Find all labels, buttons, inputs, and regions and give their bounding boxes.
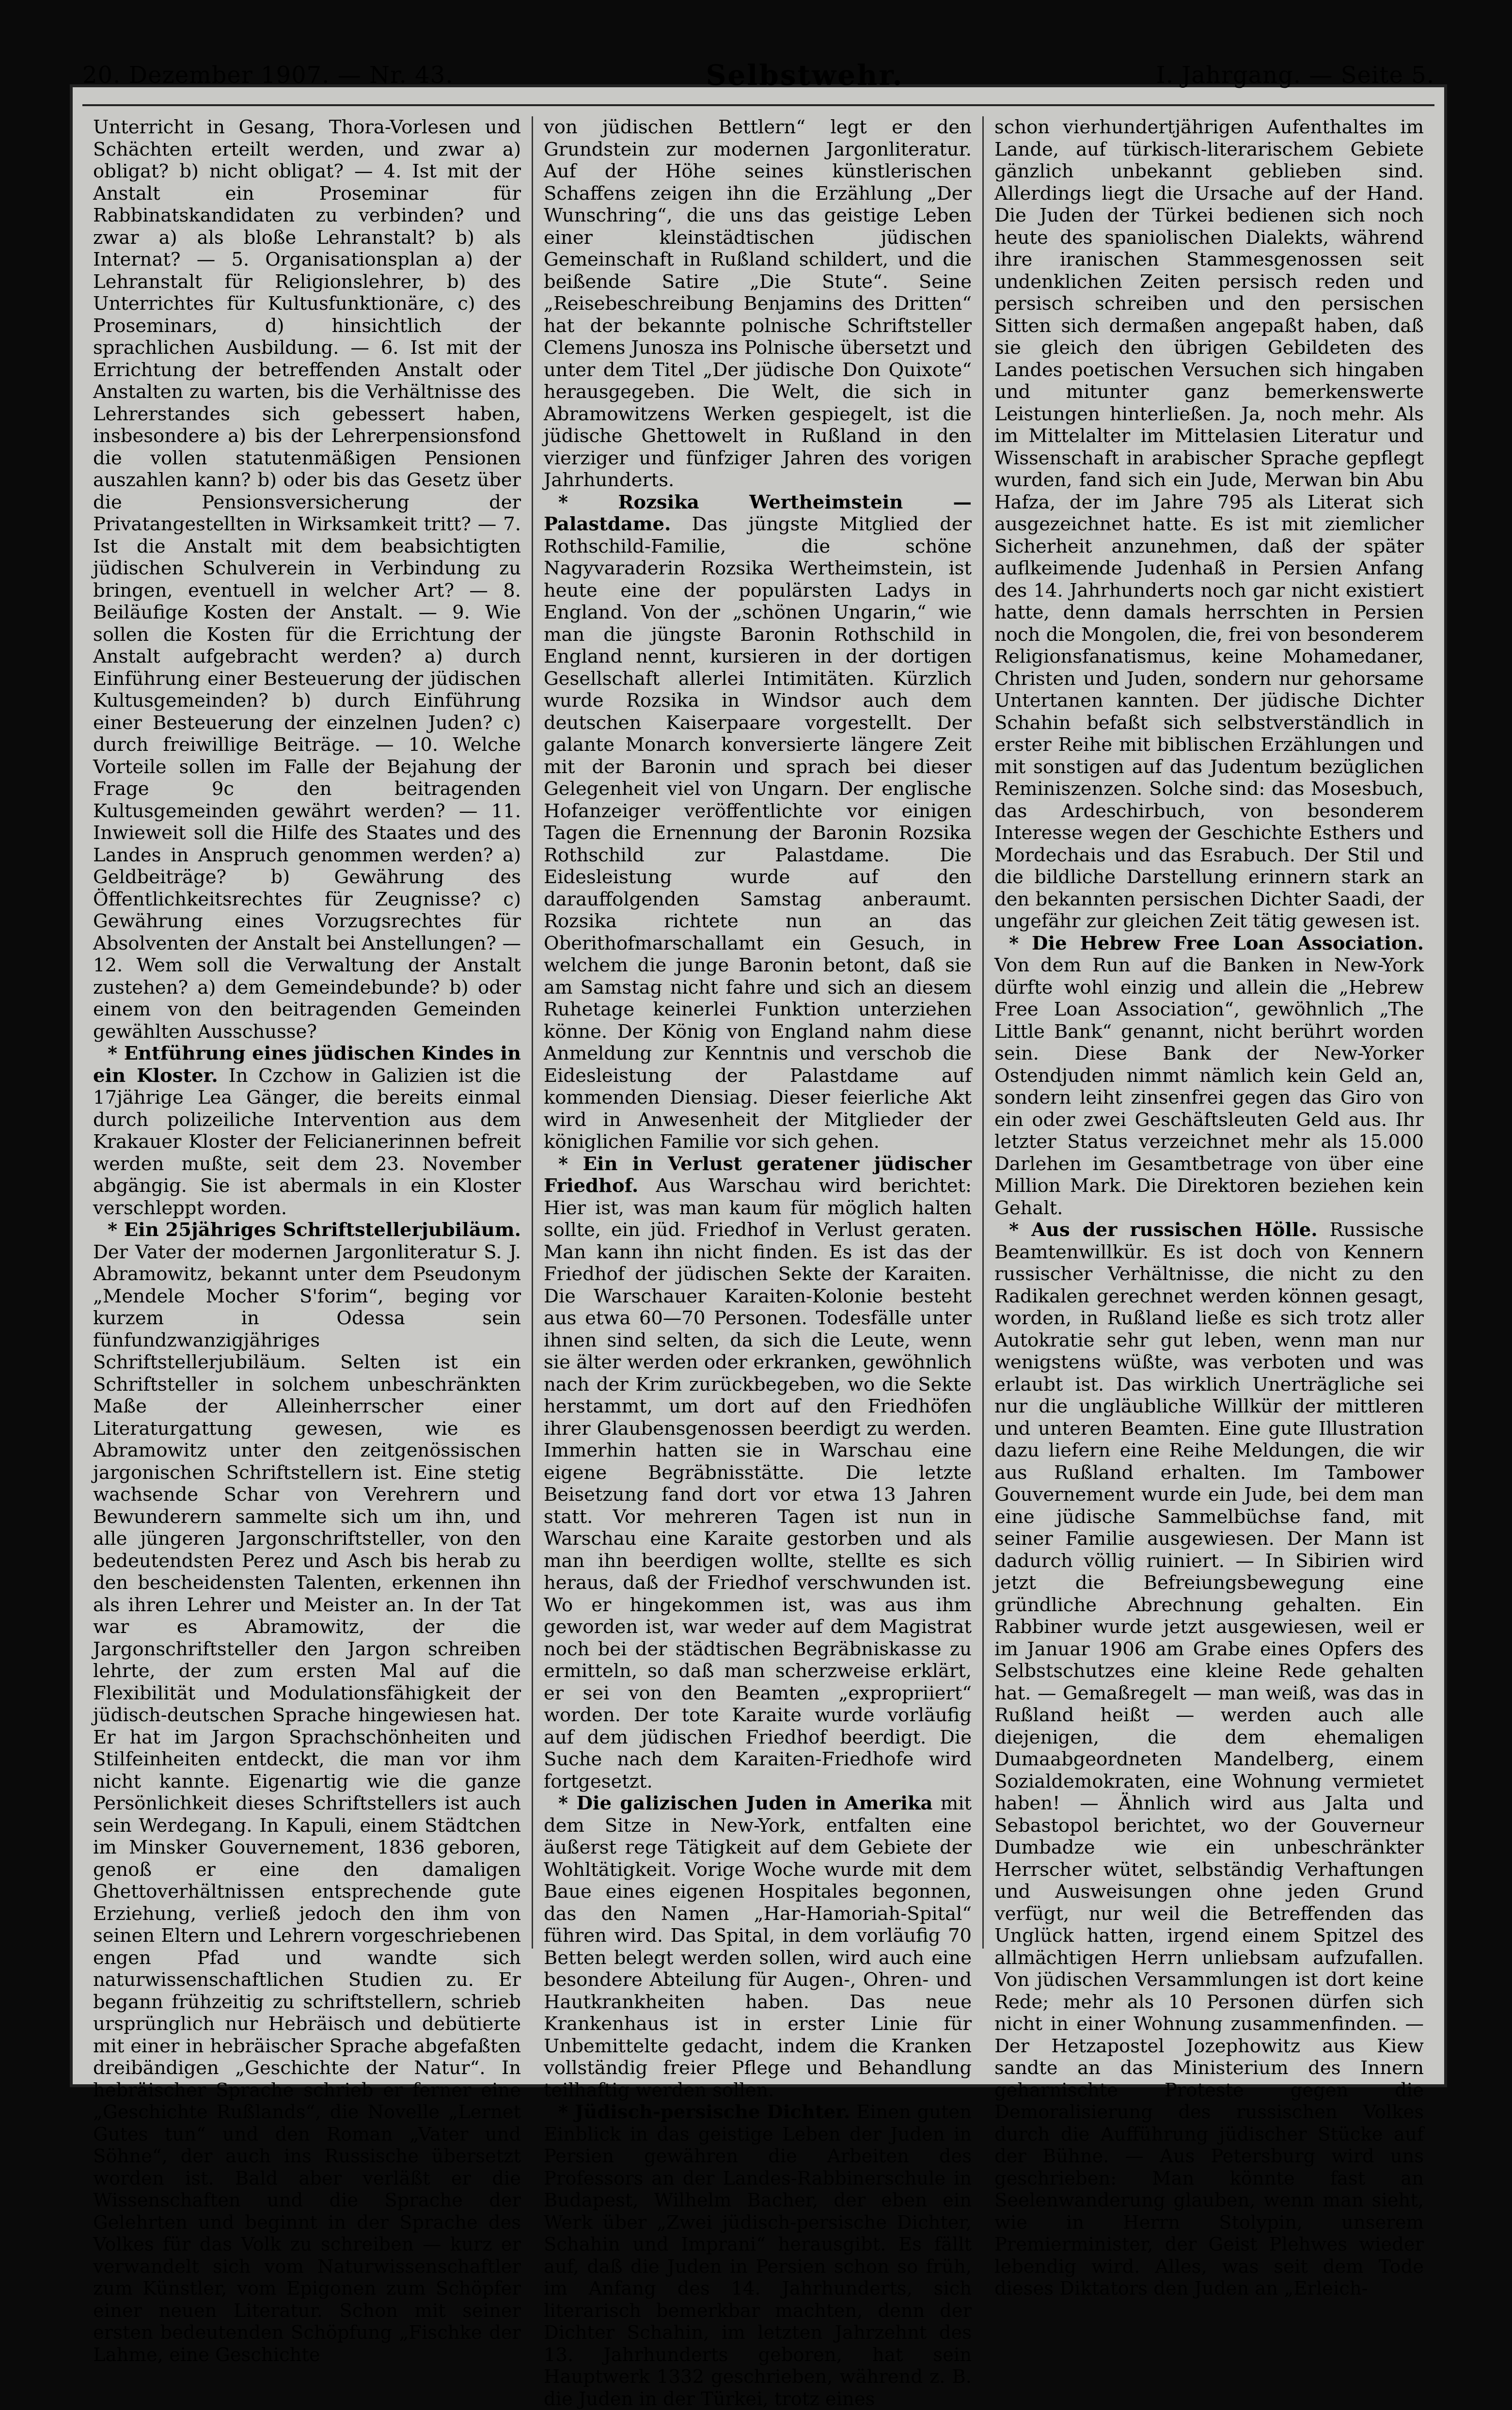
masthead-title: Selbstwehr.: [706, 59, 904, 92]
header-date-issue: 20. Dezember 1907. — Nr. 43.: [82, 62, 454, 89]
article-columns: [82, 116, 1434, 2410]
article-paragraph: [93, 1219, 521, 2366]
article-headline: * Rozsika Wertheimstein — Palastdame.: [544, 491, 972, 535]
article-text: Das jüngste Mitglied der Rothschild-Familie, die schöne Nagyvaraderin Rozsika Wertheimstein, ist heute eine der populärsten Ladys in England. Von der „schönen Ungarin,“ wie man die jüngste Baronin Rothschild in England nennt, kursieren in der dortigen Gesellschaft allerlei Intimitäten. Kürzlich wurde Rozsika in Windsor auch dem deutschen Kaiserpaare vorgestellt. Der galante Monarch konversierte längere Zeit mit der Baronin und sprach bei dieser Gelegenheit viel von Ungarn. Der englische Hofanzeiger veröffentlichte vor einigen Tagen die Ernennung der Baronin Rozsika Rothschild zur Palastdame. Die Eidesleistung wurde auf den darauffolgenden Samstag anberaumt. Rozsika richtete nun an das Oberithofmarschallamt ein Gesuch, in welchem die junge Baronin betont, daß sie am Samstag nicht fahre und sich an diesem Ruhetage keinerlei Funktion unterziehen könne. Der König von England nahm diese Anmeldung zur Kenntnis und verschob die Eidesleistung der Palastdame auf kommenden Diensiag. Dieser feierliche Akt wird in Anwesenheit der Mitglieder der königlichen Familie vor sich gehen.: [544, 513, 972, 1153]
article-headline: * Aus der russischen Hölle.: [1009, 1219, 1318, 1241]
article-paragraph: [994, 116, 1424, 933]
column-2: [533, 116, 984, 2410]
article-text: von jüdischen Bettlern“ legt er den Grundstein zur modernen Jargonliteratur. Auf der Höhe seines künstlerischen Schaffens zeigen ihn die Erzählung „Der Wunschring“, die uns das geistige Leben einer kleinstädtischen jüdischen Gemeinschaft in Rußland schildert, und die beißende Satire „Die Stute“. Seine „Reisebeschreibung Benjamins des Dritten“ hat der bekannte polnische Schriftsteller Clemens Junosza ins Polnische übersetzt und unter dem Titel „Der jüdische Don Quixote“ herausgegeben. Die Welt, die sich in Abramowitzens Werken gespiegelt, ist die jüdische Ghettowelt in Rußland in den vierziger und fünfziger Jahren des vorigen Jahrhunderts.: [544, 116, 972, 491]
article-text: Aus Warschau wird berichtet: Hier ist, was man kaum für möglich halten sollte, ein jüd. Friedhof in Verlust geraten. Man kann ihn nicht finden. Es ist das der Friedhof der jüdischen Sekte der Karaiten. Die Warschauer Karaiten-Kolonie besteht aus etwa 60—70 Personen. Todesfälle unter ihnen sind selten, da sich die Leute, wenn sie älter werden oder erkranken, gewöhnlich nach der Krim zurückbegeben, wo die Sekte herstammt, um dort auf den Friedhöfen ihrer Glaubensgenossen beerdigt zu werden. Immerhin hatten sie in Warschau eine eigene Begräbnisstätte. Die letzte Beisetzung fand dort vor etwa 13 Jahren statt. Vor mehreren Tagen ist nun in Warschau eine Karaite gestorben und als man ihn beerdigen wollte, stellte es sich heraus, daß der Friedhof verschwunden ist. Wo er hingekommen ist, was aus ihm geworden ist, war weder auf dem Magistrat noch bei der städtischen Begräbniskasse zu ermitteln, so daß man scherzweise erklärt, er sei von den Beamten „expropriiert“ worden. Der tote Karaite wurde vorläufig auf dem jüdischen Friedhof beerdigt. Die Suche nach dem Karaiten-Friedhofe wird fortgesetzt.: [544, 1175, 972, 1792]
page-header: [82, 46, 1434, 106]
article-paragraph: [544, 492, 972, 1153]
article-text: mit dem Sitze in New-York, entfalten eine äußerst rege Tätigkeit auf dem Gebiete der Wohltätigkeit. Vorige Woche wurde mit dem Baue eines eigenen Hospitales begonnen, das den Namen „Har-Hamoriah-Spital“ führen wird. Das Spital, in dem vorläufig 70 Betten belegt werden sollen, wird auch eine besondere Abteilung für Augen-, Ohren- und Hautkrankheiten haben. Das neue Krankenhaus ist in erster Linie für Unbemittelte gedacht, indem die Kranken vollständig freier Pflege und Behandlung teilhaftig werden sollen.: [544, 1792, 972, 2101]
article-headline: * Entführung eines jüdischen Kindes in ein Kloster.: [93, 1043, 521, 1087]
column-3: [984, 116, 1434, 2299]
article-text: Der Vater der modernen Jargonliteratur S. J. Abramowitz, bekannt unter dem Pseudonym „Mendele Mocher S'forim“, beging vor kurzem in Odessa sein fünfundzwanzigjähriges Schriftstellerjubiläum. Selten ist ein Schriftsteller in solchem unbeschränkten Maße der Alleinherrscher einer Literaturgattung gewesen, wie es Abramowitz unter den zeitgenössischen jargonischen Schriftstellern ist. Eine stetig wachsende Schar von Verehrern und Bewunderern sammelte sich um ihn, und alle jüngeren Jargonschriftsteller, von den bedeutendsten Perez und Asch bis herab zu den bescheidensten Talenten, erkennen ihn als ihren Lehrer und Meister an. In der Tat war es Abramowitz, der die Jargonschriftsteller den Jargon schreiben lehrte, der zum ersten Mal auf die Flexibilität und Modulationsfähigkeit der jüdisch-deutschen Sprache hingewiesen hat. Er hat im Jargon Sprachschönheiten und Stilfeinheiten entdeckt, die man vor ihm nicht kannte. Eigenartig wie die ganze Persönlichkeit dieses Schriftstellers ist auch sein Werdegang. In Kapuli, einem Städtchen im Minsker Gouvernement, 1836 geboren, genoß er eine den damaligen Ghettoverhältnissen entsprechende gute Erziehung, verließ jedoch den ihm von seinen Eltern und Lehrern vorgeschriebenen engen Pfad und wandte sich naturwissenschaftlichen Studien zu. Er begann frühzeitig zu schriftstellern, schrieb ursprünglich nur Hebräisch und debütierte mit einer in hebräischer Sprache abgefaßten dreibändigen „Geschichte der Natur“. In hebräischer Sprache schrieb er ferner eine „Geschichte Rußlands“, die Novelle „Lernet Gutes tun“ und den Roman „Vater und Söhne“, der auch ins Russische übersetzt worden ist. Bald aber verläßt er die Wissenschaften und die Sprache der Gelehrten und beginnt in der Sprache des Volkes für das Volk zu schreiben — kurz er verwandelt sich vom Naturwissenschaftler zum Künstler, vom Epigonen zum Schöpfer einer neuen Literatur. Schon mit seiner ersten bedeutenden Schöpfung „Fischke der Lahme, eine Geschichte: [93, 1241, 521, 2366]
article-text: Unterricht in Gesang, Thora-Vorlesen und Schächten erteilt werden, und zwar a) obligat? b) nicht obligat? — 4. Ist mit der Anstalt ein Proseminar für Rabbinatskandidaten zu verbinden? und zwar a) als bloße Lehranstalt? b) als Internat? — 5. Organisationsplan a) der Lehranstalt für Religionslehrer, b) des Unterrichtes für Kultusfunktionäre, c) des Proseminars, d) hinsichtlich der sprachlichen Ausbildung. — 6. Ist mit der Errichtung der betreffenden Anstalt oder Anstalten zu warten, bis die Verhältnisse des Lehrerstandes sich gebessert haben, insbesondere a) bis der Lehrerpensionsfond die vollen statutenmäßigen Pensionen auszahlen kann? b) oder bis das Gesetz über die Pensionsversicherung der Privatangestellten in Wirksamkeit tritt? — 7. Ist die Anstalt mit dem beabsichtigten jüdischen Schulverein in Verbindung zu bringen, eventuell in welcher Art? — 8. Beiläufige Kosten der Anstalt. — 9. Wie sollen die Kosten für die Errichtung der Anstalt aufgebracht werden? a) durch Einführung einer Besteuerung der jüdischen Kultusgemeinden? b) durch Einführung einer Besteuerung der einzelnen Juden? c) durch freiwillige Beiträge. — 10. Welche Vorteile sollen im Falle der Bejahung der Frage 9c den beitragenden Kultusgemeinden gewährt werden? — 11. Inwieweit soll die Hilfe des Staates und des Landes in Anspruch genommen werden? a) Geldbeiträge? b) Gewährung des Öffentlichkeitsrechtes für Zeugnisse? c) Gewährung eines Vorzugsrechtes für Absolventen der Anstalt bei Anstellungen? — 12. Wem soll die Verwaltung der Anstalt zustehen? a) dem Gemeindebunde? b) oder einem von den beitragenden Gemeinden gewählten Ausschusse?: [93, 116, 521, 1043]
article-paragraph: [544, 1153, 972, 1793]
header-volume-page: I. Jahrgang. — Seite 5.: [1156, 62, 1434, 89]
article-text: schon vierhundertjährigen Aufenthaltes im Lande, auf türkisch-literarischem Gebiete gänzlich unbekannt geblieben sind. Allerdings liegt die Ursache auf der Hand. Die Juden der Türkei bedienen sich noch heute des spaniolischen Dialekts, während ihre iranischen Stammesgenossen seit undenklichen Zeiten persisch reden und persisch schreiben und den persischen Sitten sich dermaßen angepaßt haben, daß sie gleich den übrigen Gebildeten des Landes poetischen Versuchen sich hingaben und mitunter ganz bemerkenswerte Leistungen hinterließen. Ja, noch mehr. Als im Mittelalter im Mittelasien Literatur und Wissenschaft in arabischer Sprache gepflegt wurden, fand sich ein Jude, Merwan bin Abu Hafza, der im Jahre 795 als Literat sich ausgezeichnet hatte. Es ist mit ziemlicher Sicherheit anzunehmen, daß der später auflkeimende Judenhaß in Persien Anfang des 14. Jahrhunderts noch gar nicht existiert hatte, denn damals herrschten in Persien noch die Mongolen, die, frei von besonderem Religionsfanatismus, keine Mohamedaner, Christen und Juden, sondern nur gehorsame Untertanen kannten. Der jüdische Dichter Schahin befaßt sich selbstverständlich in erster Reihe mit biblischen Erzählungen und mit sonstigen auf das Judentum bezüglichen Reminiszenzen. Solche sind: das Mosesbuch, das Ardeschirbuch, von besonderem Interesse wegen der Geschichte Esthers und Mordechais und das Esrabuch. Der Stil und die bildliche Darstellung erinnern stark an den bekannten persischen Dichter Saadi, der ungefähr zur gleichen Zeit tätig gewesen ist.: [994, 116, 1424, 932]
article-headline: * Die Hebrew Free Loan Association.: [1009, 932, 1424, 954]
article-paragraph: [994, 1219, 1424, 2300]
article-paragraph: [994, 933, 1424, 1220]
article-paragraph: [93, 1043, 521, 1219]
article-paragraph: [544, 1792, 972, 2101]
article-text: Einen guten Einblick in das geistige Leben der Juden in Persien gewähren die Arbeiten des Professors an der Landes-Rabbinerschule in Budapest, Wilhelm Bacher, der eben ein Werk über „Zwei jüdisch-persische Dichter, Schahin und Imprani“ herausgibt. Es fällt auf, daß die Juden in Persien schon so früh, im Anfang des 14. Jahrhunderts, sich literarisch bemerkbar machten, denn der Dichter Schahin, im letzten Jahrzehnt des 13. Jahrhunderts geboren, hat sein Hauptwerk 1332 geschrieben, während z. B. die Juden in der Türkei, trotz eines: [544, 2101, 972, 2410]
article-headline: * Ein in Verlust geratener jüdischer Friedhof.: [544, 1153, 972, 1197]
article-paragraph: [93, 116, 521, 1043]
article-headline: * Jüdisch-persische Dichter.: [558, 2101, 850, 2123]
article-text: In Czchow in Galizien ist die 17jährige Lea Gänger, die bereits einmal durch polizeiliche Intervention aus dem Krakauer Kloster der Felicianerinnen befreit werden mußte, seit dem 23. November abgängig. Sie ist abermals in ein Kloster verschleppt worden.: [93, 1064, 521, 1219]
column-1: [82, 116, 533, 2366]
article-text: Russische Beamtenwillkür. Es ist doch von Kennern russischer Verhältnisse, die nicht zu den Radikalen gerechnet werden können gesagt, worden, in Rußland ließe es sich trotz aller Autokratie sehr gut leben, wenn man nur wenigstens wüßte, was verboten und was erlaubt ist. Das wirklich Unerträgliche sei nur die ungläubliche Willkür der mittleren und unteren Beamten. Eine gute Illustration dazu liefern eine Reihe Meldungen, die wir aus Rußland erhalten. Im Tambower Gouvernement wurde ein Jude, bei dem man eine jüdische Sammelbüchse fand, mit seiner Familie ausgewiesen. Der Mann ist dadurch völlig ruiniert. — In Sibirien wird jetzt die Befreiungsbewegung eine gründliche Abrechnung gehalten. Ein Rabbiner wurde jetzt ausgewiesen, weil er im Januar 1906 am Grabe eines Opfers des Selbstschutzes eine kleine Rede gehalten hat. — Gemaßregelt — man weiß, was das in Rußland heißt — werden auch alle diejenigen, die dem ehemaligen Dumaabgeordneten Mandelberg, einem Sozialdemokraten, eine Wohnung vermietet haben! — Ähnlich wird aus Jalta und Sebastopol berichtet, wo der Gouverneur Dumbadze wie ein unbeschränkter Herrscher wütet, selbständig Verhaftungen und Ausweisungen ohne jeden Grund verfügt, nur weil die Betreffenden das Unglück hatten, irgend einem Spitzel des allmächtigen Herrn unliebsam aufzufallen. Von jüdischen Versammlungen ist dort keine Rede; mehr als 10 Personen dürfen sich nicht in einer Wohnung zusammenfinden. — Der Hetzapostel Jozephowitz aus Kiew sandte an das Ministerium des Innern geharnischte Proteste gegen die Demoralisierung des russischen Volkes durch die Aufführung jüdischer Stücke auf der Bühne. — Aus Petersburg wird uns geschrieben: Man könnte fast an Seelenwanderung glauben, wenn man sieht, wie in Herrn Stolypin, unserem Premierminister, der Geist Plehwes wieder lebendig wird. Alles, was seit dem Tode dieses Diktators den Juden an „Erleich-: [994, 1219, 1424, 2299]
article-text: Von dem Run auf die Banken in New-York dürfte wohl einzig und allein die „Hebrew Free Loan Association“, gewöhnlich „The Little Bank“ genannt, nicht berührt worden sein. Diese Bank der New-Yorker Ostendjuden nimmt nämlich kein Geld an, sondern leiht zinsenfrei gegen das Giro von ein oder zwei Geschäftsleuten Geld aus. Ihr letzter Status verzeichnet mehr als 15.000 Darlehen im Gesamtbetrage von über eine Million Mark. Die Direktoren beziehen kein Gehalt.: [994, 954, 1424, 1219]
article-headline: * Die galizischen Juden in Amerika: [558, 1792, 933, 1814]
article-headline: * Ein 25jähriges Schriftstellerjubiläum.: [108, 1219, 521, 1241]
article-paragraph: [544, 116, 972, 492]
article-paragraph: [544, 2101, 972, 2410]
